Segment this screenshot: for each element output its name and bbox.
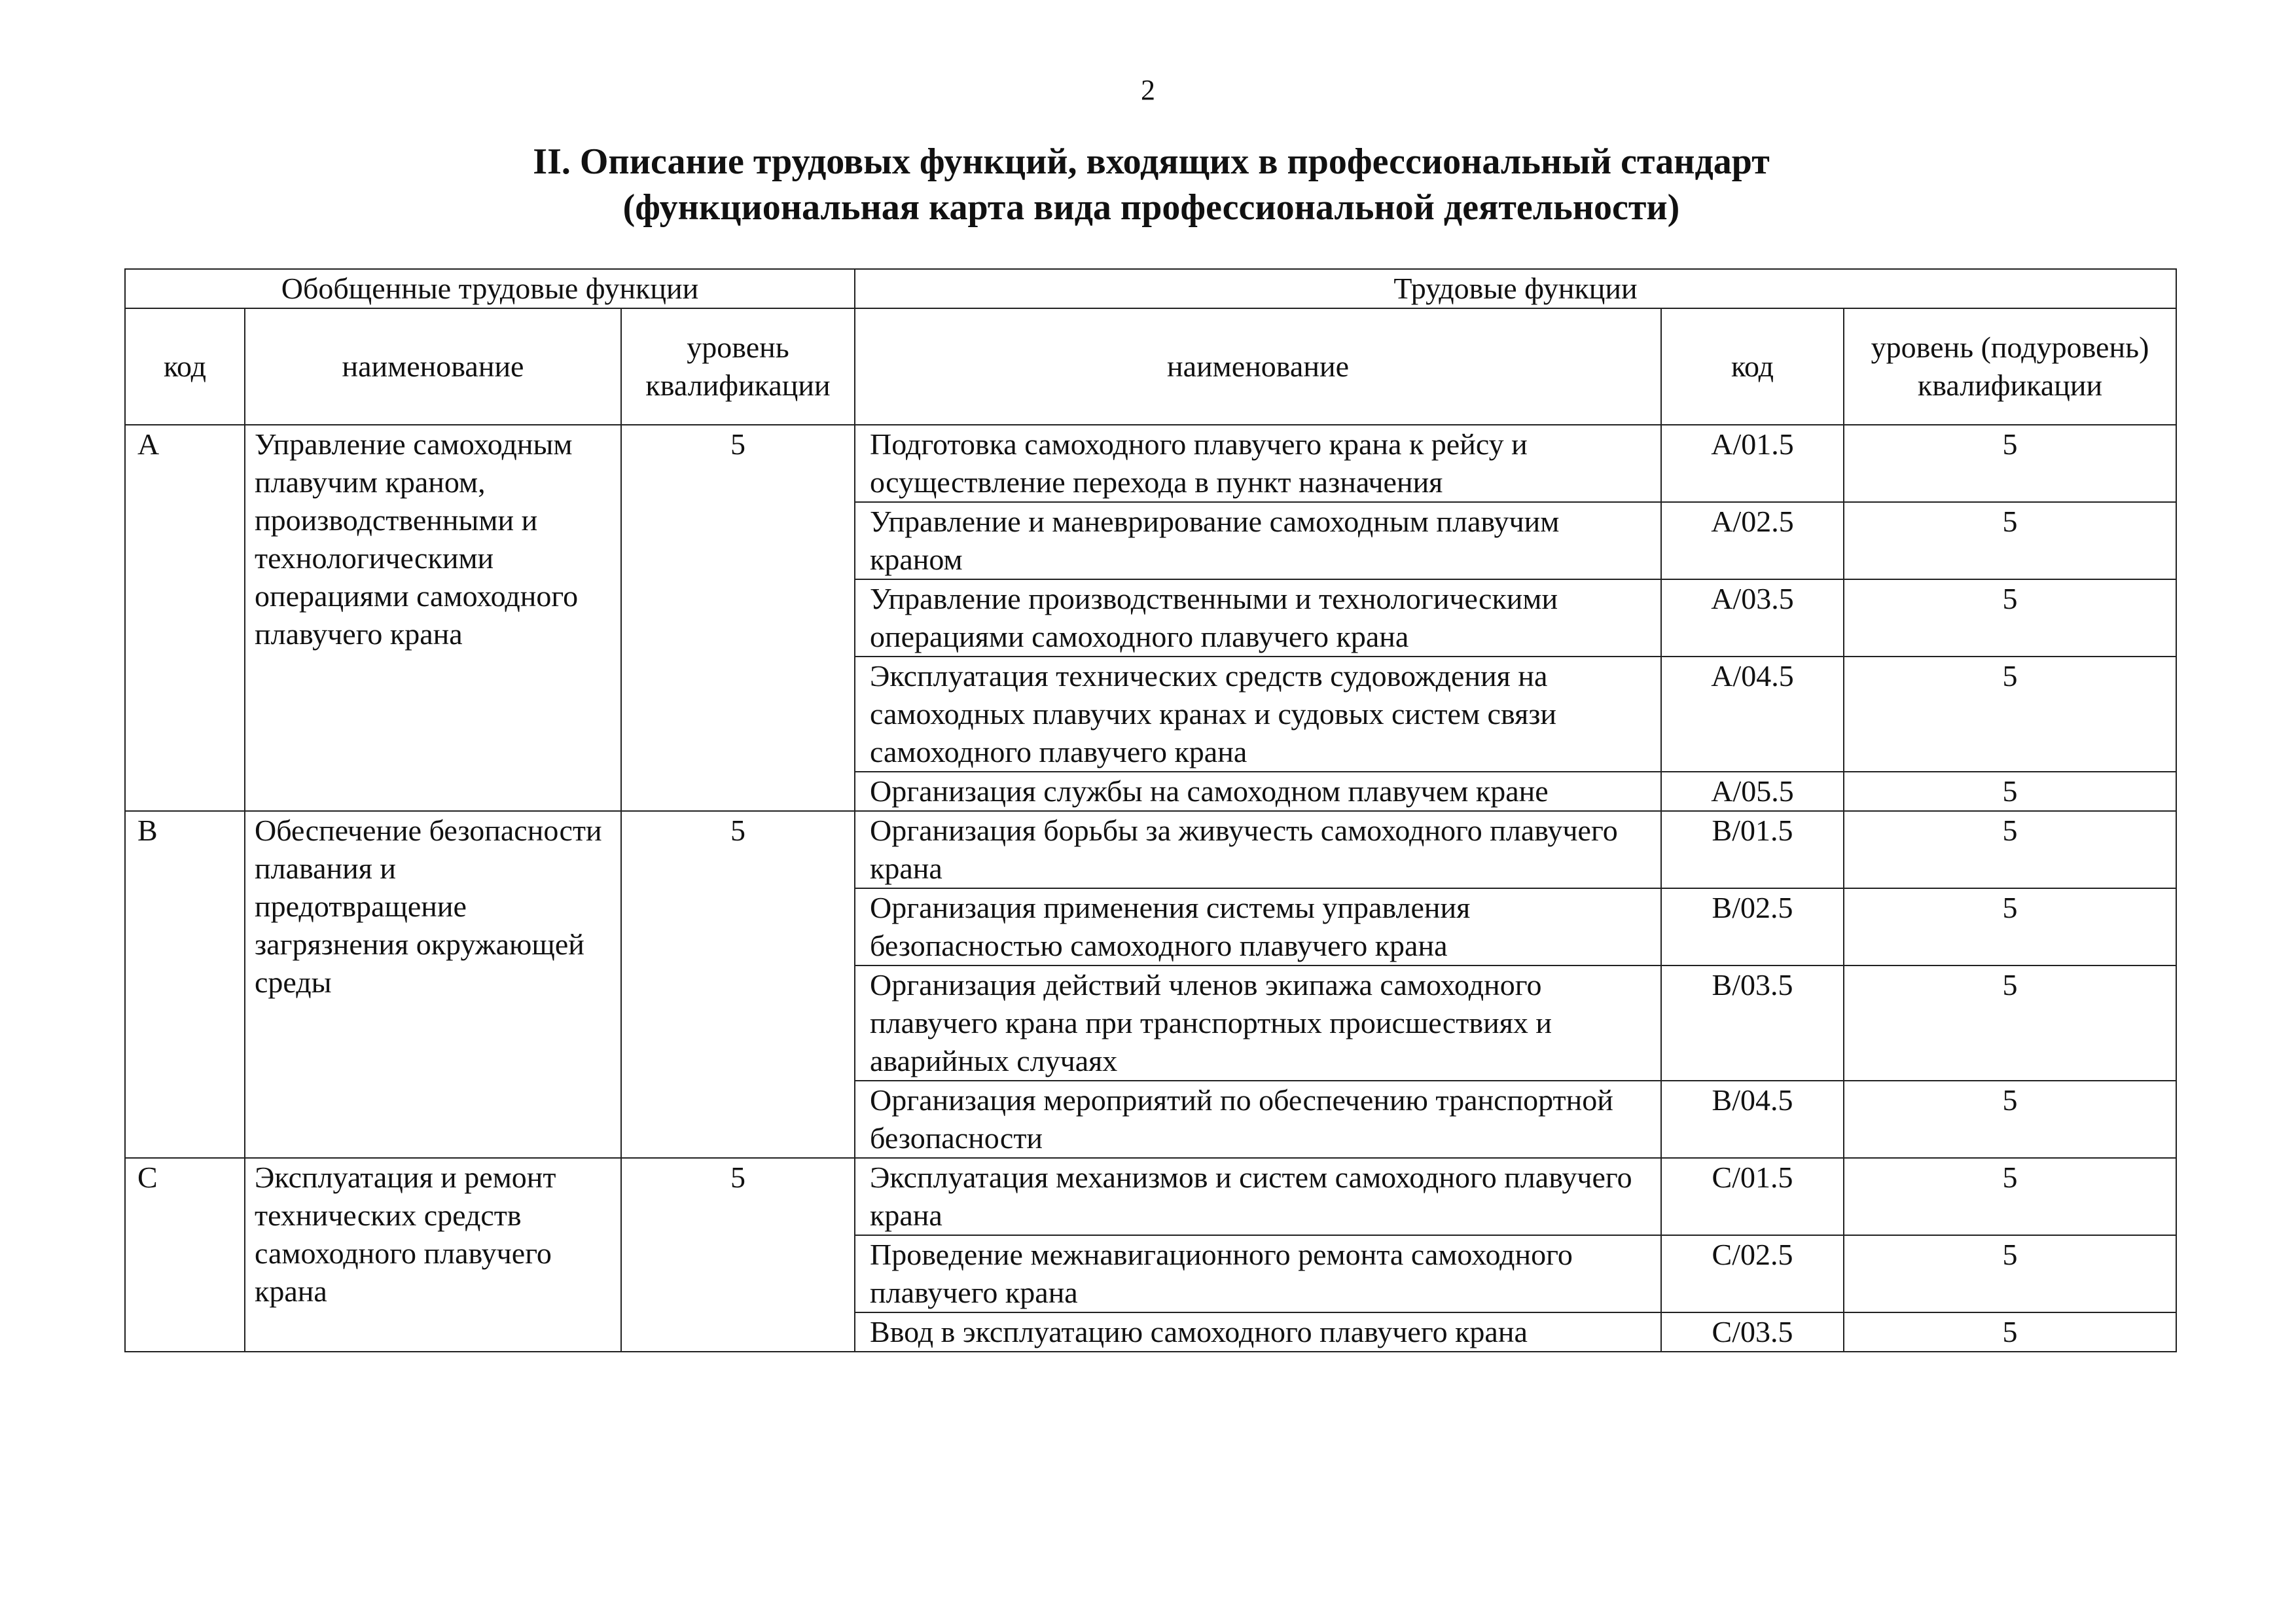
gtf-name: Эксплуатация и ремонт технических средств самоходного плавучего крана bbox=[245, 1158, 621, 1352]
tf-name: Подготовка самоходного плавучего крана к рейсу и осуществление перехода в пункт назначения bbox=[855, 425, 1661, 502]
tf-code: A/05.5 bbox=[1661, 772, 1844, 811]
tf-name: Организация мероприятий по обеспечению транспортной безопасности bbox=[855, 1081, 1661, 1158]
column-header-tf-level: уровень (подуровень) квалификации bbox=[1844, 308, 2176, 425]
tf-code: B/02.5 bbox=[1661, 888, 1844, 965]
gtf-name: Обеспечение безопасности плавания и предотвращение загрязнения окружающей среды bbox=[245, 811, 621, 1158]
column-header-gtf-level: уровень квалификации bbox=[621, 308, 855, 425]
page-title-line-2: (функциональная карта вида профессиональной деятельности) bbox=[622, 187, 1680, 228]
tf-code: C/03.5 bbox=[1661, 1312, 1844, 1352]
gtf-level: 5 bbox=[621, 811, 855, 1158]
tf-level: 5 bbox=[1844, 965, 2176, 1081]
column-header-gtf-code: код bbox=[125, 308, 245, 425]
column-header-tf-code: код bbox=[1661, 308, 1844, 425]
tf-name: Управление производственными и технологическими операциями самоходного плавучего крана bbox=[855, 579, 1661, 657]
tf-name: Организация службы на самоходном плавучем кране bbox=[855, 772, 1661, 811]
table-row bbox=[125, 1158, 2176, 1235]
tf-code: A/03.5 bbox=[1661, 579, 1844, 657]
tf-name: Организация применения системы управления безопасностью самоходного плавучего крана bbox=[855, 888, 1661, 965]
tf-name: Организация действий членов экипажа самоходного плавучего крана при транспортных происшествиях и аварийных случаях bbox=[855, 965, 1661, 1081]
gtf-level: 5 bbox=[621, 425, 855, 811]
header-generalized-functions: Обобщенные трудовые функции bbox=[125, 269, 855, 308]
gtf-code: A bbox=[125, 425, 245, 811]
tf-name: Ввод в эксплуатацию самоходного плавучего крана bbox=[855, 1312, 1661, 1352]
gtf-name: Управление самоходным плавучим краном, производственными и технологическими операциями самоходного плавучего крана bbox=[245, 425, 621, 811]
tf-level: 5 bbox=[1844, 1081, 2176, 1158]
table-row bbox=[125, 811, 2176, 888]
tf-level: 5 bbox=[1844, 425, 2176, 502]
tf-code: A/04.5 bbox=[1661, 657, 1844, 772]
tf-level: 5 bbox=[1844, 579, 2176, 657]
tf-level: 5 bbox=[1844, 888, 2176, 965]
tf-code: A/02.5 bbox=[1661, 502, 1844, 579]
tf-code: A/01.5 bbox=[1661, 425, 1844, 502]
tf-name: Организация борьбы за живучесть самоходного плавучего крана bbox=[855, 811, 1661, 888]
tf-level: 5 bbox=[1844, 1158, 2176, 1235]
gtf-code: C bbox=[125, 1158, 245, 1352]
functional-map-table bbox=[124, 268, 2177, 1352]
tf-code: B/03.5 bbox=[1661, 965, 1844, 1081]
tf-level: 5 bbox=[1844, 502, 2176, 579]
gtf-level: 5 bbox=[621, 1158, 855, 1352]
tf-level: 5 bbox=[1844, 1312, 2176, 1352]
header-labor-functions: Трудовые функции bbox=[855, 269, 2176, 308]
tf-code: C/02.5 bbox=[1661, 1235, 1844, 1312]
tf-level: 5 bbox=[1844, 1235, 2176, 1312]
tf-name: Проведение межнавигационного ремонта самоходного плавучего крана bbox=[855, 1235, 1661, 1312]
tf-level: 5 bbox=[1844, 657, 2176, 772]
page-title bbox=[0, 139, 2296, 230]
tf-code: B/01.5 bbox=[1661, 811, 1844, 888]
gtf-code: B bbox=[125, 811, 245, 1158]
table-row bbox=[125, 425, 2176, 502]
tf-name: Эксплуатация технических средств судовождения на самоходных плавучих кранах и судовых систем связи самоходного плавучего крана bbox=[855, 657, 1661, 772]
column-header-tf-name: наименование bbox=[855, 308, 1661, 425]
tf-code: C/01.5 bbox=[1661, 1158, 1844, 1235]
tf-name: Эксплуатация механизмов и систем самоходного плавучего крана bbox=[855, 1158, 1661, 1235]
tf-level: 5 bbox=[1844, 811, 2176, 888]
page-title-line-1: II. Описание трудовых функций, входящих в профессиональный стандарт bbox=[533, 141, 1770, 182]
page-number: 2 bbox=[1141, 74, 1155, 106]
column-header-gtf-name: наименование bbox=[245, 308, 621, 425]
tf-name: Управление и маневрирование самоходным плавучим краном bbox=[855, 502, 1661, 579]
tf-code: B/04.5 bbox=[1661, 1081, 1844, 1158]
tf-level: 5 bbox=[1844, 772, 2176, 811]
